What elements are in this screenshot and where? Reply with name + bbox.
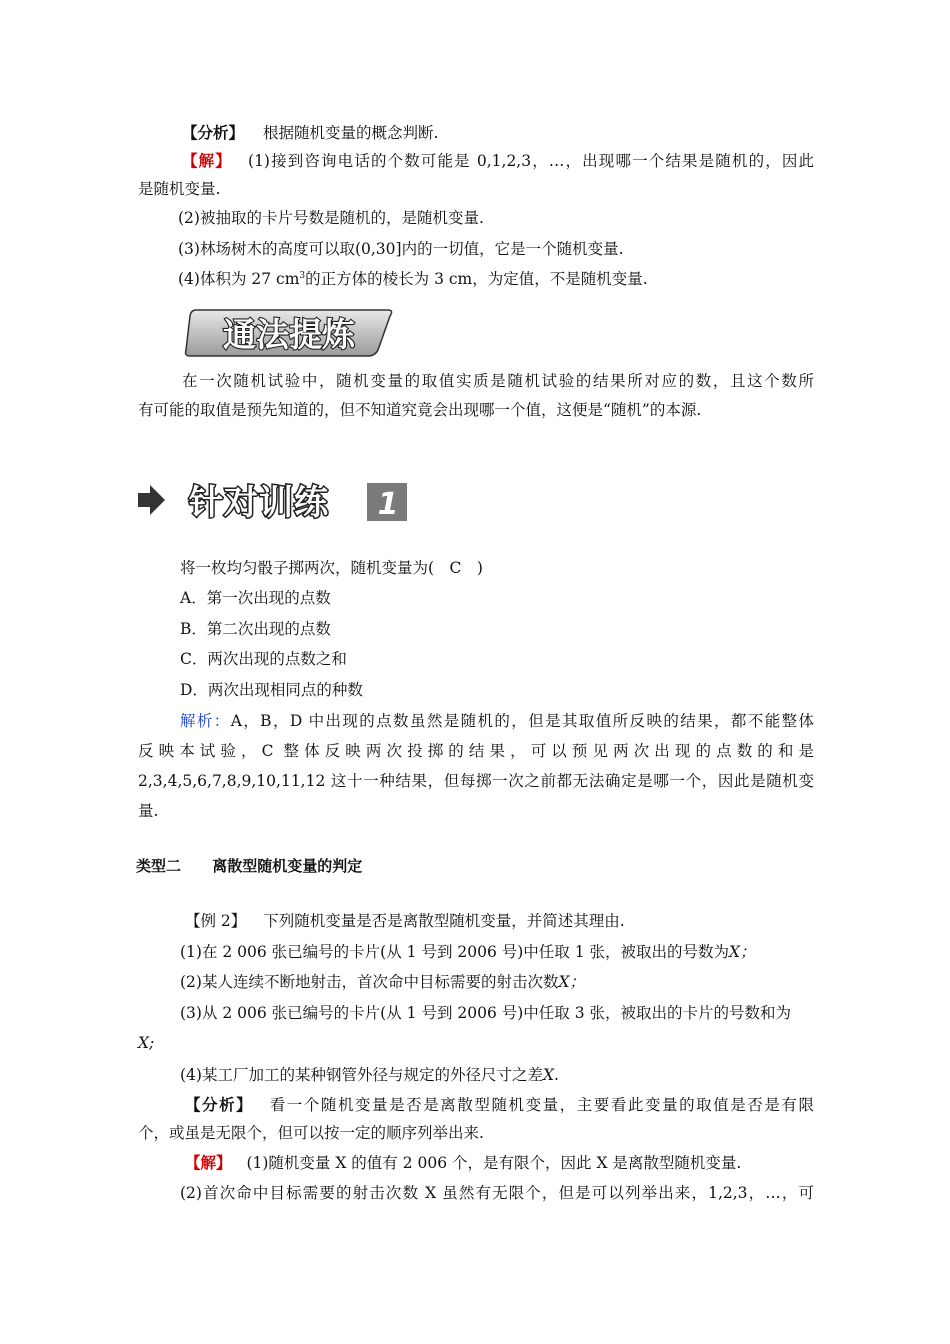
- option-b: B．第二次出现的点数: [180, 620, 331, 638]
- solution-line-4-a: (4)体积为 27 cm: [178, 270, 300, 288]
- block2-analysis-text-1: 看一个随机变量是否是离散型随机变量，主要看此变量的取值是否是有限: [269, 1096, 814, 1114]
- example2-q3-var: X;: [138, 1034, 155, 1052]
- analysis-text: 根据随机变量的概念判断.: [262, 124, 439, 142]
- drill-analysis-2: 反映本试验，C 整体反映两次投掷的结果，可以预见两次出现的点数的和是: [138, 742, 814, 760]
- block2-analysis-2: 个，或虽是无限个，但可以按一定的顺序列举出来.: [138, 1124, 484, 1142]
- solution-line-4: [178, 268, 814, 290]
- solution-line-3: (3)林场树木的高度可以取(0,30]内的一切值，它是一个随机变量.: [178, 240, 624, 258]
- type2-label: 类型二: [136, 857, 182, 875]
- block2-analysis-1: [185, 1094, 814, 1116]
- method-paragraph-2: 有可能的取值是预先知道的，但不知道究竟会出现哪一个值，这便是“随机”的本源.: [138, 401, 702, 419]
- option-d: D．两次出现相同点的种数: [180, 681, 363, 699]
- option-c: C．两次出现的点数之和: [180, 650, 347, 668]
- method-banner-text: 通法提炼: [223, 315, 355, 354]
- example2-q2-text: (2)某人连续不断地射击，首次命中目标需要的射击次数: [180, 973, 559, 991]
- block2-solution-text-1: (1)随机变量 X 的值有 2 006 个，是有限个，因此 X 是离散型随机变量.: [246, 1154, 742, 1172]
- drill-banner-number: 1: [377, 487, 399, 522]
- type2-title: 离散型随机变量的判定: [212, 857, 363, 875]
- example2-q4-var: X.: [542, 1066, 559, 1084]
- method-banner: [182, 306, 396, 360]
- example2-q4: [180, 1064, 856, 1086]
- solution-text-1: (1)接到咨询电话的个数可能是 0,1,2,3，…，出现哪一个结果是随机的，因此: [248, 152, 814, 170]
- drill-banner: [137, 477, 412, 525]
- solution-line-4-b: 的正方体的棱长为 3 cm，为定值，不是随机变量.: [305, 270, 648, 288]
- drill-analysis-4: 量.: [138, 802, 159, 820]
- drill-question: 将一枚均匀骰子掷两次，随机变量为( C ): [180, 559, 483, 577]
- block2-solution-1: [185, 1152, 861, 1174]
- block2-solution-2: (2)首次命中目标需要的射击次数 X 虽然有无限个，但是可以列举出来，1,2,3，…，可: [180, 1184, 814, 1202]
- example2-q2-var: X；: [558, 973, 586, 991]
- option-a: A．第一次出现的点数: [180, 589, 331, 607]
- solution-line-2: (2)被抽取的卡片号数是随机的，是随机变量.: [178, 209, 484, 227]
- drill-analysis-tag: 解析：: [180, 712, 231, 730]
- example2-q1: [180, 941, 856, 963]
- method-banner-graphic: [182, 306, 396, 360]
- analysis-tag: 【分析】: [182, 123, 245, 142]
- solution-tag: 【解】: [182, 151, 232, 170]
- example2-q4-text: (4)某工厂加工的某种钢管外径与规定的外径尺寸之差: [180, 1066, 543, 1084]
- example2-q1-text: (1)在 2 006 张已编号的卡片(从 1 号到 2006 号)中任取 1 张，被取出的号数为: [180, 943, 730, 961]
- drill-analysis-3: 2,3,4,5,6,7,8,9,10,11,12 这十一种结果，但每掷一次之前都无法确定是哪一个，因此是随机变: [138, 772, 814, 790]
- example2-q3: (3)从 2 006 张已编号的卡片(从 1 号到 2006 号)中任取 3 张，被取出的卡片的号数和为: [180, 1004, 792, 1022]
- solution-line-1-cont: 是随机变量.: [138, 180, 221, 198]
- example2-tag: 【例 2】: [185, 912, 247, 930]
- example2-q2: [180, 971, 856, 993]
- cube-superscript: 3: [299, 270, 306, 281]
- solution-line-1: [182, 150, 814, 172]
- example2-q3-cont: [138, 1032, 814, 1054]
- method-paragraph-1: 在一次随机试验中，随机变量的取值实质是随机试验的结果所对应的数，且这个数所: [182, 372, 814, 390]
- drill-banner-text: 针对训练: [189, 483, 329, 523]
- example2-line: [185, 910, 861, 932]
- analysis-line: [182, 122, 858, 144]
- drill-analysis-1: [180, 710, 814, 732]
- drill-analysis-text-1: A，B，D 中出现的点数虽然是随机的，但是其取值所反映的结果，都不能整体: [230, 712, 814, 730]
- type2-heading: [136, 855, 812, 877]
- drill-banner-graphic: [137, 477, 412, 525]
- example2-prompt: 下列随机变量是否是离散型随机变量，并简述其理由.: [263, 912, 625, 930]
- example2-q1-var: X；: [729, 943, 756, 961]
- block2-analysis-tag: 【分析】: [185, 1095, 254, 1114]
- block2-solution-tag: 【解】: [185, 1153, 232, 1172]
- arrow-icon: [138, 485, 165, 515]
